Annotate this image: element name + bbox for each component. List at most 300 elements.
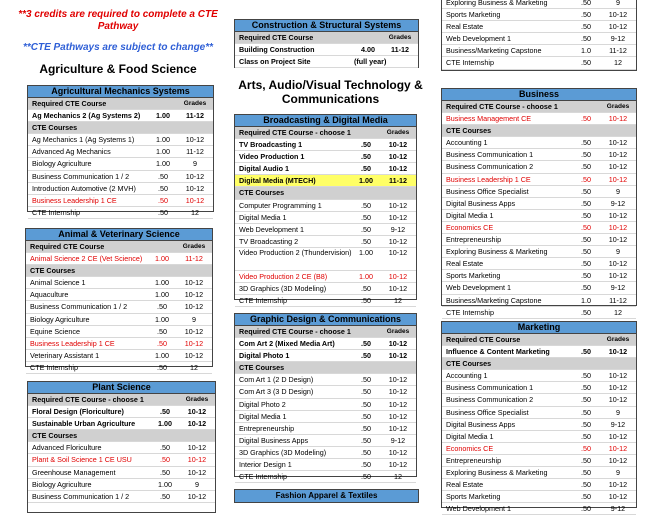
table-row	[442, 186, 636, 198]
table-subheader	[28, 122, 213, 134]
credits: .50	[581, 0, 591, 7]
course-name: Introduction Automotive (2 MVH)	[32, 183, 136, 193]
credits: 1.00	[155, 254, 169, 264]
grades: 9-12	[390, 224, 406, 234]
course-name: Video Production 2 (Thundervision)	[239, 247, 352, 257]
grades: 10-12	[608, 492, 628, 502]
credits: .50	[158, 207, 168, 217]
grades: 10-12	[187, 467, 207, 477]
grades: 10-12	[608, 210, 628, 220]
credits: 1.00	[155, 278, 169, 288]
grades: 10-12	[185, 183, 205, 193]
table-row	[28, 134, 213, 146]
credits: .50	[361, 164, 371, 174]
course-name: Real Estate	[446, 259, 484, 269]
course-name: Plant & Soil Science 1 CE USU	[32, 455, 132, 465]
table-row	[442, 295, 636, 307]
course-name: Accounting 1	[446, 138, 488, 148]
credits	[572, 125, 600, 136]
grades: 12	[394, 296, 402, 306]
course-name: 3D Graphics (3D Modeling)	[239, 447, 327, 457]
credits: .50	[581, 235, 591, 245]
course-name: Ag Mechanics 1 (Ag Systems 1)	[32, 135, 135, 145]
table-row	[235, 271, 416, 283]
table-graphic-design	[234, 313, 417, 482]
credits: .50	[361, 351, 371, 361]
course-name: 3D Graphics (3D Modeling)	[239, 284, 327, 294]
table-plant-science	[27, 381, 216, 513]
course-name: CTE Courses	[446, 359, 492, 369]
credits: .50	[581, 395, 591, 405]
credits: .50	[361, 411, 371, 421]
grades: Grades	[183, 100, 207, 107]
table-row	[235, 338, 416, 350]
table-row	[28, 491, 215, 503]
grades: 10-12	[185, 195, 205, 205]
table-subheader	[235, 362, 416, 374]
course-name: CTE Internship	[239, 296, 287, 306]
grades	[600, 358, 636, 369]
grades: 10-12	[388, 140, 408, 150]
table-broadcasting	[234, 114, 417, 306]
grades	[177, 122, 213, 133]
table-row	[235, 151, 416, 163]
credits: 1.00	[156, 159, 170, 169]
table-subheader	[442, 125, 636, 137]
course-name: Interior Design 1	[239, 460, 292, 470]
grades: 9	[192, 314, 196, 324]
course-name: CTE Internship	[446, 58, 494, 68]
grades: 10-12	[608, 271, 628, 281]
credits: .50	[361, 200, 371, 210]
table-title: Business	[442, 89, 636, 101]
table-row	[442, 234, 636, 246]
table-subheader	[28, 394, 215, 406]
course-name: Required CTE Course	[32, 99, 107, 108]
grades: 10-12	[608, 395, 628, 405]
grades: 9-12	[610, 283, 626, 293]
grades: 10-12	[608, 138, 628, 148]
course-name: Required CTE Course - choose 1	[446, 102, 558, 111]
table-row	[235, 283, 416, 295]
table-row	[235, 350, 416, 362]
grades: 9	[193, 159, 197, 169]
course-name: Business Office Specialist	[446, 186, 529, 196]
table-row	[442, 455, 636, 467]
course-name: Biology Agriculture	[30, 314, 90, 324]
credits: .50	[581, 34, 591, 44]
credits: .50	[581, 492, 591, 502]
course-name: Digital Business Apps	[446, 198, 516, 208]
table-row	[442, 0, 636, 9]
table-row	[442, 57, 636, 69]
course-name: Entrepreneurship	[446, 455, 502, 465]
grades: 9	[616, 247, 620, 257]
grades: 10-12	[388, 212, 408, 222]
course-name: Digital Photo 2	[239, 399, 286, 409]
course-name: Web Development 1	[239, 224, 304, 234]
course-name: Sports Marketing	[446, 271, 501, 281]
credits	[151, 430, 179, 441]
grades: 10-12	[608, 347, 628, 357]
credits: .50	[581, 186, 591, 196]
table-title: Agricultural Mechanics Systems	[28, 86, 213, 98]
grades: 10-12	[608, 10, 628, 20]
grades: 11-12	[185, 254, 203, 264]
course-name: Web Development 1	[446, 34, 511, 44]
grades: 10-12	[608, 150, 628, 160]
grades: 10-12	[608, 235, 628, 245]
table-row	[442, 346, 636, 358]
table-subheader	[28, 430, 215, 442]
grades: 10-12	[187, 419, 207, 429]
course-name: CTE Courses	[239, 363, 285, 373]
credits: .50	[581, 419, 591, 429]
table-subheader	[442, 334, 636, 346]
table-row	[28, 110, 213, 122]
grades: Grades	[388, 34, 412, 41]
course-name: Biology Agriculture	[32, 479, 92, 489]
table-row	[26, 253, 212, 265]
table-row	[26, 277, 212, 289]
course-name: Exploring Business & Marketing	[446, 0, 548, 7]
credits: .50	[158, 183, 168, 193]
grades: 10-12	[184, 302, 204, 312]
grades: 10-12	[187, 455, 207, 465]
credits	[352, 127, 380, 138]
table-row	[28, 146, 213, 158]
table-title: Plant Science	[28, 382, 215, 394]
grades: 11-12	[609, 295, 627, 305]
table-row	[442, 370, 636, 382]
course-name: Business Management CE	[446, 114, 532, 124]
table-row	[442, 258, 636, 270]
credits: .50	[581, 407, 591, 417]
grades: 10-12	[388, 271, 408, 281]
table-row	[235, 399, 416, 411]
credits: 1.00	[156, 111, 170, 121]
credits: .50	[361, 399, 371, 409]
course-name: Business Office Specialist	[446, 407, 529, 417]
credits-note: **3 credits are required to complete a CTE Pathway	[18, 9, 218, 32]
credits: .50	[581, 150, 591, 160]
grades: 9	[195, 479, 199, 489]
table-title: Marketing	[442, 322, 636, 334]
table-row	[235, 200, 416, 212]
grades	[179, 430, 215, 441]
table-row	[442, 270, 636, 282]
table-ag-mechanics	[27, 85, 214, 217]
table-row	[235, 175, 416, 187]
credits: 1.00	[155, 350, 169, 360]
grades: 10-12	[187, 407, 207, 417]
course-name: Business Communication 1 / 2	[32, 171, 130, 181]
grades	[176, 265, 212, 276]
credits: .50	[160, 491, 170, 501]
grades: 10-12	[187, 443, 207, 453]
change-note: **CTE Pathways are subject to change**	[22, 42, 214, 53]
credits: .50	[361, 375, 371, 385]
table-row	[26, 362, 212, 374]
grades: Grades	[386, 129, 410, 136]
table-row	[28, 467, 215, 479]
grades: 10-12	[608, 162, 628, 172]
course-name: Entrepreneurship	[446, 235, 502, 245]
course-name: Required CTE Course	[446, 335, 521, 344]
credits: 1.00	[156, 135, 170, 145]
course-name: Com Art 1 (2 D Design)	[239, 375, 314, 385]
table-row	[235, 471, 416, 483]
course-name: Computer Programming 1	[239, 200, 322, 210]
table-row	[442, 431, 636, 443]
course-name: Advanced Ag Mechanics	[32, 147, 111, 157]
grades: 10-12	[388, 247, 408, 257]
table-animal-vet	[25, 228, 213, 372]
table-row	[442, 174, 636, 186]
course-name: TV Broadcasting 2	[239, 236, 299, 246]
table-row	[26, 350, 212, 362]
grades: 10-12	[608, 259, 628, 269]
course-name: Advanced Floriculture	[32, 443, 102, 453]
course-name: Digital Media 1	[239, 411, 287, 421]
credits: .50	[160, 443, 170, 453]
course-name: CTE Internship	[239, 472, 287, 482]
table-row	[26, 338, 212, 350]
course-name: CTE Internship	[30, 362, 78, 372]
grades: 10-12	[388, 375, 408, 385]
credits	[572, 334, 600, 345]
table-row	[26, 314, 212, 326]
grades: 11-12	[391, 45, 409, 55]
table-title: Construction & Structural Systems	[235, 20, 418, 32]
credits	[148, 265, 176, 276]
credits: .50	[581, 431, 591, 441]
table-row	[442, 45, 636, 57]
grades: Grades	[185, 396, 209, 403]
course-name: Entrepreneurship	[239, 423, 295, 433]
course-name: CTE Courses	[32, 123, 78, 133]
table-row	[235, 423, 416, 435]
grades: 10-12	[388, 284, 408, 294]
credits: .50	[581, 480, 591, 490]
course-name: Business Communication 2	[446, 162, 534, 172]
table-row	[235, 435, 416, 447]
credits: .50	[361, 447, 371, 457]
grades: 10-12	[388, 351, 408, 361]
course-name: Digital Business Apps	[239, 435, 309, 445]
credits: .50	[581, 259, 591, 269]
course-name: Real Estate	[446, 22, 484, 32]
credits: .50	[361, 212, 371, 222]
grades: 10-12	[388, 152, 408, 162]
grades: 9	[616, 0, 620, 7]
grades: 10-12	[608, 443, 628, 453]
table-subheader	[26, 241, 212, 253]
credits: .50	[361, 152, 371, 162]
course-name: Economics CE	[446, 443, 494, 453]
credits	[352, 326, 380, 337]
table-row	[28, 207, 213, 219]
course-name: Business Leadership 1 CE	[446, 174, 531, 184]
course-name: Animal Science 1	[30, 278, 86, 288]
table-row	[442, 113, 636, 125]
credits: 1.00	[158, 419, 172, 429]
table-subheader	[28, 98, 213, 110]
course-name: Web Development 1	[446, 504, 511, 514]
grades: 10-12	[187, 491, 207, 501]
credits: .50	[581, 247, 591, 257]
course-name: Influence & Content Marketing	[446, 347, 550, 357]
credits: .50	[581, 468, 591, 478]
table-row	[235, 139, 416, 151]
table-row	[235, 295, 416, 307]
table-row	[442, 467, 636, 479]
course-name: Accounting 1	[446, 371, 488, 381]
grades: 10-12	[608, 174, 628, 184]
credits: .50	[157, 326, 167, 336]
grades	[380, 187, 416, 198]
credits: .50	[581, 162, 591, 172]
table-row	[26, 289, 212, 301]
table-row	[442, 198, 636, 210]
credits	[151, 394, 179, 405]
table-subheader	[235, 187, 416, 199]
grades: 10-12	[608, 371, 628, 381]
credits: .50	[157, 302, 167, 312]
grades: 10-12	[388, 460, 408, 470]
grades: 10-12	[185, 135, 205, 145]
grades: 10-12	[388, 200, 408, 210]
grades: 10-12	[608, 383, 628, 393]
grades: 9	[616, 186, 620, 196]
course-name: Digital Media 1	[239, 212, 287, 222]
course-name: Business Communication 1 / 2	[32, 491, 130, 501]
table-subheader	[442, 358, 636, 370]
grades: 10-12	[184, 290, 204, 300]
grades: 10-12	[185, 171, 205, 181]
course-name: Business Leadership 1 CE	[32, 195, 117, 205]
grades: Grades	[386, 328, 410, 335]
table-row	[442, 282, 636, 294]
course-name: Web Development 1	[446, 283, 511, 293]
grades: 12	[614, 307, 622, 317]
table-subheader	[442, 101, 636, 113]
grades: 9-12	[390, 435, 406, 445]
credits: .50	[361, 387, 371, 397]
course-name: Exploring Business & Marketing	[446, 468, 548, 478]
grades: 10-12	[388, 411, 408, 421]
table-top-right	[441, 0, 637, 71]
grades: 10-12	[184, 326, 204, 336]
credits: .50	[581, 383, 591, 393]
table-row	[442, 407, 636, 419]
table-row	[235, 386, 416, 398]
table-row	[28, 406, 215, 418]
grades: 10-12	[388, 387, 408, 397]
table-row	[442, 9, 636, 21]
table-row	[235, 212, 416, 224]
table-row	[235, 374, 416, 386]
credits: .50	[157, 362, 167, 372]
course-name: CTE Courses	[32, 431, 78, 441]
table-row	[235, 459, 416, 471]
grades: 12	[394, 472, 402, 482]
table-construction	[234, 19, 419, 68]
grades: 10-12	[388, 339, 408, 349]
grades: 10-12	[184, 338, 204, 348]
grades: 10-12	[388, 236, 408, 246]
grades: 10-12	[184, 278, 204, 288]
grades: Grades	[606, 103, 630, 110]
credits: .50	[581, 455, 591, 465]
credits: .50	[581, 138, 591, 148]
table-row	[235, 411, 416, 423]
grades: 10-12	[388, 399, 408, 409]
credits: .50	[160, 467, 170, 477]
credits: .50	[361, 140, 371, 150]
table-row	[442, 21, 636, 33]
grades	[382, 56, 418, 67]
credits: 1.00	[359, 271, 373, 281]
course-name: Required CTE Course - choose 1	[239, 128, 351, 137]
credits: 1.0	[581, 295, 591, 305]
course-name: Sports Marketing	[446, 492, 501, 502]
credits	[572, 358, 600, 369]
course-name: CTE Courses	[30, 266, 76, 276]
credits: 1.00	[156, 147, 170, 157]
table-row	[235, 56, 418, 68]
course-name: Floral Design (Floriculture)	[32, 407, 124, 417]
grades: 10-12	[608, 455, 628, 465]
credits	[352, 187, 380, 198]
credits: (full year)	[354, 57, 387, 67]
credits: .50	[581, 283, 591, 293]
table-subheader	[26, 265, 212, 277]
credits: .50	[361, 460, 371, 470]
course-name: Real Estate	[446, 480, 484, 490]
course-name: Economics CE	[446, 222, 494, 232]
course-name: Aquaculture	[30, 290, 69, 300]
credits: .50	[581, 271, 591, 281]
course-name: Digital Audio 1	[239, 164, 290, 174]
course-name: Sports Marketing	[446, 10, 501, 20]
table-row	[28, 454, 215, 466]
table-row	[442, 161, 636, 173]
course-name: Business Communication 1 / 2	[30, 302, 128, 312]
course-name: TV Broadcasting 1	[239, 140, 303, 150]
course-name: Digital Business Apps	[446, 419, 516, 429]
table-row	[235, 163, 416, 175]
credits: 1.0	[581, 46, 591, 56]
credits: .50	[581, 371, 591, 381]
table-row	[442, 137, 636, 149]
course-name: Com Art 3 (3 D Design)	[239, 387, 314, 397]
course-name: Digital Photo 1	[239, 351, 290, 361]
table-row	[28, 418, 215, 430]
course-name: Business Communication 2	[446, 395, 534, 405]
credits: .50	[581, 222, 591, 232]
course-name: Greenhouse Management	[32, 467, 116, 477]
course-name: Com Art 2 (Mixed Media Art)	[239, 339, 335, 349]
grades: 12	[191, 207, 199, 217]
course-name: Ag Mechanics 2 (Ag Systems 2)	[32, 111, 141, 121]
grades: 9	[616, 468, 620, 478]
credits	[354, 32, 382, 43]
credits	[149, 122, 177, 133]
course-name: Business/Marketing Capstone	[446, 295, 542, 305]
course-name: Required CTE Course	[239, 33, 314, 42]
table-row	[235, 236, 416, 248]
